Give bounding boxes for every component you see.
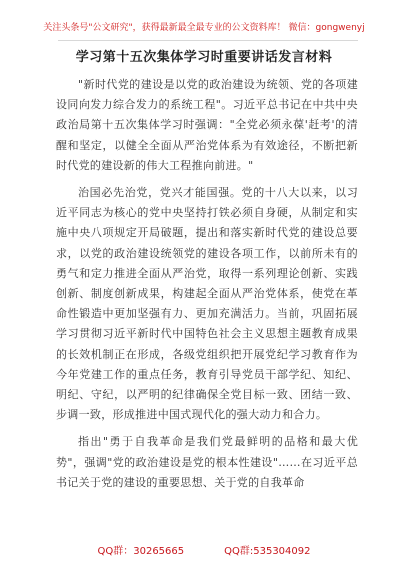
document-title: 学习第十五次集体学习时重要讲话发言材料 xyxy=(75,50,333,65)
document-body xyxy=(56,75,358,500)
header-divider xyxy=(58,40,358,41)
paragraph: 指出"勇于自我革命是我们党最鲜明的品格和最大优势"，强调"党的政治建设是党的根本性建设"……在习近平总书记关于党的建设的重要思想、关于党的自我革命 xyxy=(56,435,358,489)
footer-qq-group-2: QQ群:535304092 xyxy=(224,546,311,557)
header-banner: 关注头条号"公文研究"，获得最新最全最专业的公文资料库！ 微信：gongwenyj xyxy=(43,23,365,33)
paragraph: "新时代党的建设是以党的政治建设为统领、党的各项建设同向发力综合发力的系统工程"。习近平总书记在中共中央政治局第十五次集体学习时强调："全党必须永葆'赶考'的清醒和坚定，以健全全面从严治党体系为有效途径，不断把新时代党的建设新的伟大工程推向前进。" xyxy=(56,78,358,172)
footer-qq-group-1: QQ群：30265665 xyxy=(97,546,185,557)
paragraph: 治国必先治党，党兴才能国强。党的十八大以来，以习近平同志为核心的党中央坚持打铁必须自身硬，从制定和实施中央八项规定开局破题，提出和落实新时代党的建设总要求，以党的政治建设统领党的建设各项工作，以前所未有的勇气和定力推进全面从严治党，取得一系列理论创新、实践创新、制度创新成果，构建起全面从严治党体系，使党在革命性锻造中更加坚强有力、更加充满活力。当前，巩固拓展学习贯彻习近平新时代中国特色社会主义思想主题教育成果的长效机制正在形成，各级党组织把开展党纪学习教育作为今年党建工作的重点任务，教育引导党员干部学纪、知纪、明纪、守纪，以严明的纪律确保全党目标一致、团结一致、步调一致，形成推进中国式现代化的强大动力和合力。 xyxy=(56,186,358,422)
footer xyxy=(0,545,408,559)
